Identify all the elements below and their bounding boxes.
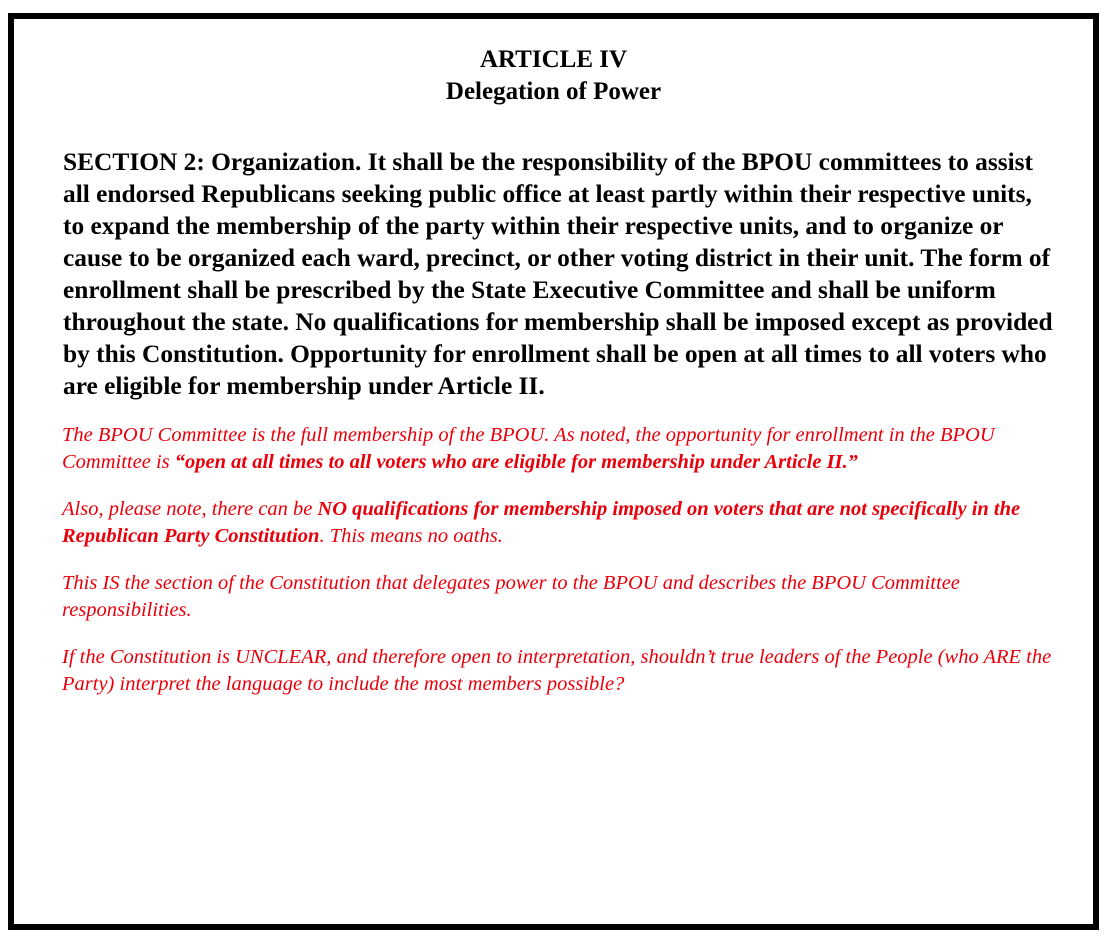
note-2	[62, 496, 1053, 549]
note-2-text: Also, please note, there can be	[62, 498, 318, 520]
note-2-end: . This means no oaths.	[319, 524, 503, 547]
note-2-emphasis: NO qualifications for membership imposed on voters that are not specifically in the Republican Party Constitution	[62, 498, 1021, 547]
article-title: Delegation of Power	[445, 78, 662, 105]
article-heading: ARTICLE IV	[479, 46, 628, 73]
note-1	[62, 422, 1053, 475]
note-3: This IS the section of the Constitution that delegates power to the BPOU and describes the BPOU Committee responsibilities.	[62, 572, 960, 621]
commentary-notes	[62, 422, 1053, 697]
note-1-quote: “open at all times to all voters who are eligible for membership under Article II.”	[174, 450, 858, 473]
heading-block	[14, 44, 1093, 108]
section-2-text: SECTION 2: Organization. It shall be the responsibility of the BPOU committees to assist all endorsed Republicans seeking public office at least partly within their respective units, to expand the membership of the party within their respective units, and to organize or cause to be organized each ward, precinct, or other voting district in their unit. The form of enrollment shall be prescribed by the State Executive Committee and shall be uniform throughout the state. No qualifications for membership shall be imposed except as provided by this Constitution. Opportunity for enrollment shall be open at all times to all voters who are eligible for membership under Article II.	[63, 148, 1053, 400]
note-1-text: The BPOU Committee is the full membership of the BPOU. As noted, the opportunity for enrollment in the BPOU Committee is	[62, 424, 995, 473]
note-4: If the Constitution is UNCLEAR, and therefore open to interpretation, shouldn’t true leaders of the People (who ARE the Party) interpret the language to include the most members possible?	[62, 646, 1052, 695]
document-frame	[8, 13, 1099, 930]
